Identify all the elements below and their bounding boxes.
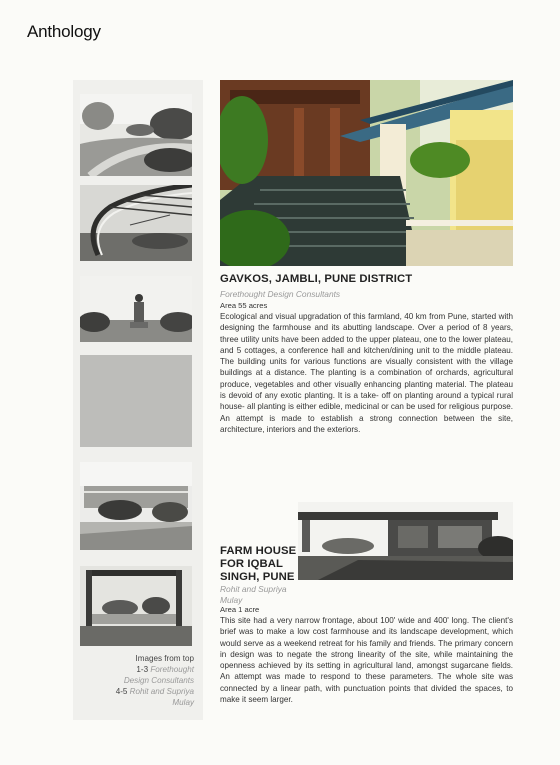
- caption-credit-1a: Forethought: [150, 665, 194, 674]
- thumbnail-courtyard: [80, 462, 192, 550]
- project2-title-line3: SINGH, PUNE: [220, 571, 295, 583]
- gray-image-block: [80, 355, 192, 447]
- project2-title: [220, 545, 296, 584]
- section-title: Anthology: [27, 22, 101, 41]
- caption-line2: [82, 686, 194, 697]
- project2-description: This site had a very narrow frontage, about 100' wide and 400' long. The client's brief was to make a low cost farmhouse and its landscape development, which would serve as a weekend retreat for his family and friends. The primary concern in design was to negate the strong linearity of the site, while maintaining the openness achieved by its setting in agricultural land, amongst sugarcane fields. An attempt was made to respond to these parameters. The whole site was connected by a linear path, with punctuation points that divided the spaces, to make it seem larger.: [220, 616, 513, 705]
- project2-title-line1: FARM HOUSE: [220, 545, 297, 557]
- project1-area: Area 55 acres: [220, 301, 268, 310]
- image-caption: [82, 653, 194, 708]
- caption-line1: [82, 664, 194, 675]
- project2-designer-line2: Mulay: [220, 595, 243, 605]
- caption-range-1: 1-3: [136, 665, 149, 674]
- caption-credit-2b: Mulay: [172, 698, 194, 707]
- project2-designer-line1: Rohit and Supriya: [220, 584, 287, 594]
- project1-designer: Forethought Design Consultants: [220, 289, 341, 299]
- caption-credit-1b: Design Consultants: [123, 676, 194, 685]
- project2-area: Area 1 acre: [220, 605, 260, 614]
- project1-title: GAVKOS, JAMBLI, PUNE DISTRICT: [220, 273, 413, 285]
- thumbnail-curved-pergola: [80, 185, 192, 261]
- project2-designer: [220, 584, 287, 606]
- thumbnail-framed-pool: [80, 566, 192, 646]
- caption-credit-2a: Rohit and Supriya: [129, 687, 194, 696]
- project1-description: Ecological and visual upgradation of this farmland, 40 km from Pune, started with designing the farmhouse and its abutting landscape. Over a period of 8 years, three utility units have been added to the upper plateau, one to the lower plateau, and 5 cottages, a conference hall and kitchen/dining unit to the middle plateau. The building units for various functions are visually consistent with the village buildings at a distance. The planting is a combination of orchards, agricultural produce, vegetables and other visually enhancing planting material. The plateau is devoid of any exotic planting. It is a take- off on planting around a typical rural house- all planting is either edible, medicinal or can be used for religious purpose. An attempt is made to establish a strong connection between the site, architecture, interiors and the exteriors.: [220, 312, 513, 434]
- thumbnail-statue: [80, 276, 192, 342]
- caption-heading: Images from top: [135, 654, 194, 663]
- caption-range-2: 4-5: [115, 687, 128, 696]
- project2-title-line2: FOR IQBAL: [220, 558, 284, 570]
- hero-photo-farmhouse-steps: [220, 80, 513, 266]
- thumbnail-garden-path: [80, 94, 192, 176]
- photo-farmhouse-iqbal-singh: [298, 502, 513, 580]
